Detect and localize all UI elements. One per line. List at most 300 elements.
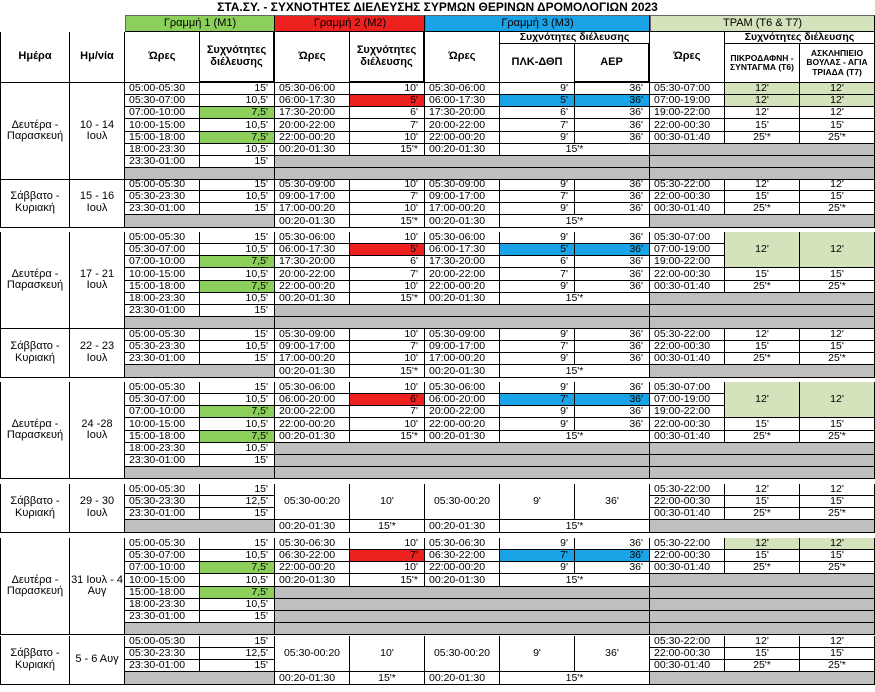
empty-cell (275, 156, 650, 168)
m1-freq: 15' (200, 203, 275, 215)
m3-aer: 36' (575, 179, 650, 191)
m3-plk: 6' (500, 107, 575, 119)
header-m2: Γραμμή 2 (Μ2) (275, 15, 425, 32)
empty-cell (650, 520, 875, 532)
empty-cell (650, 305, 875, 317)
m3-night: 15'* (500, 574, 650, 586)
m2-hours: 17:30-20:00 (275, 256, 350, 268)
m1-hours: 15:00-18:00 (125, 587, 200, 599)
m1-hours: 05:30-07:00 (125, 95, 200, 107)
header-blank (0, 15, 125, 32)
tram-t6-freq: 12' (725, 179, 800, 191)
m2-hours: 20:00-22:00 (275, 119, 350, 131)
m3-aer: 36' (575, 132, 650, 144)
col-m3-aer: ΑΕΡ (575, 44, 650, 83)
empty-cell (650, 455, 875, 467)
empty-cell (125, 467, 275, 479)
tram-hours: 05:30-07:00 (650, 382, 725, 394)
m1-hours: 05:00-05:30 (125, 179, 200, 191)
m3-plk: 9' (500, 83, 575, 95)
tram-t6-freq: 12' (725, 83, 800, 95)
m2-freq: 10' (350, 281, 425, 293)
m2-hours: 17:00-00:20 (275, 353, 350, 365)
m3-hours: 22:00-00:20 (425, 418, 500, 430)
m1-freq: 10,5' (200, 119, 275, 131)
tram-hours: 05:30-22:00 (650, 179, 725, 191)
m2-hours: 05:30-06:30 (275, 538, 350, 550)
m2-hours: 00:20-01:30 (275, 293, 350, 305)
empty-cell (275, 443, 650, 455)
tram-hours: 00:30-01:40 (650, 281, 725, 293)
m1-freq: 10,5' (200, 268, 275, 280)
col-tram-freq-title: Συχνότητες διέλευσης (725, 32, 875, 44)
m3-plk: 5' (500, 244, 575, 256)
empty-cell (125, 520, 275, 532)
m3-aer: 36' (575, 191, 650, 203)
m2-hours: 22:00-00:20 (275, 562, 350, 574)
m1-hours: 10:00-15:00 (125, 268, 200, 280)
m3-aer: 36' (575, 550, 650, 562)
m1-freq: 10,5' (200, 394, 275, 406)
m2-freq: 15'* (350, 520, 425, 532)
m3-hours: 00:20-01:30 (425, 144, 500, 156)
date-label: 22 - 23 Ιουλ (70, 329, 125, 378)
tram-t6-freq: 25'* (725, 353, 800, 365)
day-label: Σάββατο - Κυριακή (0, 484, 70, 533)
tram-t7-freq: 12' (800, 179, 875, 191)
m1-hours: 23:30-01:00 (125, 660, 200, 672)
tram-t7-freq: 12' (800, 329, 875, 341)
m3-plk: 9' (500, 203, 575, 215)
tram-t6-freq: 25'* (725, 660, 800, 672)
m1-freq: 15' (200, 329, 275, 341)
empty-cell (650, 611, 875, 623)
m1-hours: 23:30-01:00 (125, 203, 200, 215)
m3-hours: 20:00-22:00 (425, 406, 500, 418)
m1-hours: 23:30-01:00 (125, 611, 200, 623)
empty-cell (275, 317, 650, 329)
m1-hours: 15:00-18:00 (125, 431, 200, 443)
m2-freq: 10' (350, 562, 425, 574)
m1-hours: 23:30-01:00 (125, 156, 200, 168)
empty-cell (650, 443, 875, 455)
m1-freq: 7,5' (200, 256, 275, 268)
empty-cell (650, 587, 875, 599)
m3-plk: 9' (500, 484, 575, 520)
col-day: Ημέρα (0, 32, 70, 83)
tram-t7-freq: 25'* (800, 281, 875, 293)
m2-freq: 5' (350, 95, 425, 107)
header-m3: Γραμμή 3 (Μ3) (425, 15, 650, 32)
m3-aer: 36' (575, 203, 650, 215)
day-label: Δευτέρα - Παρασκευή (0, 538, 70, 635)
m3-aer: 36' (575, 95, 650, 107)
m1-freq: 7,5' (200, 562, 275, 574)
tram-t6-freq: 15' (725, 496, 800, 508)
m3-aer: 36' (575, 268, 650, 280)
tram-t7-freq: 12' (800, 538, 875, 550)
m2-freq: 10' (350, 353, 425, 365)
tram-hours: 07:00-19:00 (650, 244, 725, 256)
m3-plk: 5' (500, 95, 575, 107)
m2-freq: 7' (350, 268, 425, 280)
m1-freq: 7,5' (200, 587, 275, 599)
page-title: ΣΤΑ.ΣΥ. - ΣΥΧΝΟΤΗΤΕΣ ΔΙΕΛΕΥΣΗΣ ΣΥΡΜΩΝ ΘΕΡΙΝΩΝ ΔΡΟΜΟΛΟΓΙΩΝ 2023 (217, 0, 658, 15)
m3-hours: 05:30-09:00 (425, 179, 500, 191)
m3-hours: 09:00-17:00 (425, 341, 500, 353)
m2-freq: 10' (350, 179, 425, 191)
m1-freq: 15' (200, 232, 275, 244)
m1-hours: 18:00-23:30 (125, 144, 200, 156)
m2-hours: 06:00-20:00 (275, 394, 350, 406)
m1-freq: 15' (200, 455, 275, 467)
tram-t7-freq: 12' (800, 83, 875, 95)
m3-plk: 9' (500, 418, 575, 430)
m3-hours: 00:20-01:30 (425, 431, 500, 443)
m2-hours: 05:30-06:00 (275, 83, 350, 95)
empty-cell (650, 623, 875, 635)
m3-night: 15'* (500, 293, 650, 305)
tram-t6-freq: 15' (725, 119, 800, 131)
m3-hours: 06:00-17:30 (425, 95, 500, 107)
tram-t7-freq: 15' (800, 268, 875, 280)
tram-hours: 07:00-19:00 (650, 95, 725, 107)
m3-plk: 9' (500, 562, 575, 574)
m2-hours: 22:00-00:20 (275, 132, 350, 144)
m3-aer: 36' (575, 406, 650, 418)
tram-hours: 05:30-22:00 (650, 329, 725, 341)
m3-hours: 09:00-17:00 (425, 191, 500, 203)
empty-cell (125, 623, 275, 635)
m2-hours: 00:20-01:30 (275, 431, 350, 443)
tram-t7-freq: 15' (800, 418, 875, 430)
tram-t7-freq: 15' (800, 648, 875, 660)
m1-freq: 10,5' (200, 443, 275, 455)
tram-t7-freq: 12' (800, 636, 875, 648)
m2-hours: 06:00-17:30 (275, 95, 350, 107)
m3-hours: 05:30-09:00 (425, 329, 500, 341)
col-tram-hours: Ώρες (650, 32, 725, 83)
m1-freq: 10,5' (200, 144, 275, 156)
date-label: 5 - 6 Αυγ (70, 636, 125, 685)
m1-freq: 15' (200, 538, 275, 550)
m3-aer: 36' (575, 382, 650, 394)
m3-hours: 05:30-06:00 (425, 232, 500, 244)
tram-t7-freq: 12' (800, 95, 875, 107)
m2-hours: 05:30-06:00 (275, 232, 350, 244)
m2-freq: 7' (350, 406, 425, 418)
m2-freq: 15'* (350, 144, 425, 156)
m1-hours: 05:00-05:30 (125, 329, 200, 341)
tram-hours: 00:30-01:40 (650, 562, 725, 574)
m3-aer: 36' (575, 353, 650, 365)
m3-plk: 9' (500, 179, 575, 191)
m2-freq: 7' (350, 119, 425, 131)
tram-hours: 22:00-00:30 (650, 550, 725, 562)
empty-cell (650, 467, 875, 479)
m2-freq: 6' (350, 107, 425, 119)
m3-hours: 06:00-20:00 (425, 394, 500, 406)
tram-t6-freq: 12' (725, 382, 800, 418)
m2-freq: 10' (350, 329, 425, 341)
empty-cell (275, 587, 650, 599)
tram-t6-freq: 15' (725, 268, 800, 280)
m2-freq: 5' (350, 244, 425, 256)
m1-hours: 10:00-15:00 (125, 119, 200, 131)
m3-plk: 7' (500, 550, 575, 562)
tram-t6-freq: 12' (725, 232, 800, 268)
m1-freq: 15' (200, 636, 275, 648)
m1-hours: 07:00-10:00 (125, 562, 200, 574)
m3-plk: 9' (500, 538, 575, 550)
m1-hours: 05:30-07:00 (125, 394, 200, 406)
m3-plk: 9' (500, 281, 575, 293)
m3-aer: 36' (575, 256, 650, 268)
m3-hours: 06:00-17:30 (425, 244, 500, 256)
m2-hours: 09:00-17:00 (275, 191, 350, 203)
tram-t7-freq: 25'* (800, 660, 875, 672)
m3-night: 15'* (500, 215, 650, 227)
empty-cell (650, 574, 875, 586)
tram-t7-freq: 25'* (800, 562, 875, 574)
tram-t6-freq: 15' (725, 418, 800, 430)
m3-hours: 17:30-20:00 (425, 107, 500, 119)
m3-hours: 05:30-00:20 (425, 636, 500, 672)
m2-hours: 05:30-09:00 (275, 329, 350, 341)
tram-t6-freq: 25'* (725, 132, 800, 144)
m1-freq: 15' (200, 179, 275, 191)
m3-hours: 00:20-01:30 (425, 574, 500, 586)
tram-t7-freq: 25'* (800, 508, 875, 520)
tram-hours: 00:30-01:40 (650, 132, 725, 144)
col-m1-hours: Ώρες (125, 32, 200, 83)
m3-aer: 36' (575, 394, 650, 406)
m2-freq: 10' (350, 203, 425, 215)
m3-plk: 9' (500, 132, 575, 144)
m3-hours: 05:30-06:00 (425, 382, 500, 394)
m3-aer: 36' (575, 107, 650, 119)
tram-t6-freq: 12' (725, 95, 800, 107)
m1-hours: 23:30-01:00 (125, 455, 200, 467)
m3-hours: 06:30-22:00 (425, 550, 500, 562)
tram-t7-freq: 15' (800, 550, 875, 562)
day-label: Δευτέρα - Παρασκευή (0, 382, 70, 479)
empty-cell (275, 611, 650, 623)
m1-freq: 15' (200, 305, 275, 317)
tram-t7-freq: 15' (800, 119, 875, 131)
tram-hours: 07:00-19:00 (650, 394, 725, 406)
m3-plk: 9' (500, 329, 575, 341)
m2-freq: 15'* (350, 365, 425, 377)
day-label: Σάββατο - Κυριακή (0, 636, 70, 685)
tram-hours: 22:00-00:30 (650, 418, 725, 430)
tram-t6-freq: 15' (725, 191, 800, 203)
m2-freq: 10' (350, 83, 425, 95)
m3-aer: 36' (575, 341, 650, 353)
m3-aer: 36' (575, 636, 650, 672)
empty-cell (650, 215, 875, 227)
m1-freq: 10,5' (200, 418, 275, 430)
tram-hours: 19:00-22:00 (650, 107, 725, 119)
m3-hours: 05:30-00:20 (425, 484, 500, 520)
m1-freq: 10,5' (200, 599, 275, 611)
m3-night: 15'* (500, 520, 650, 532)
tram-hours: 00:30-01:40 (650, 508, 725, 520)
m1-hours: 05:00-05:30 (125, 484, 200, 496)
m1-hours: 05:30-23:30 (125, 496, 200, 508)
m2-freq: 15'* (350, 293, 425, 305)
m1-hours: 05:30-23:30 (125, 341, 200, 353)
empty-cell (275, 623, 650, 635)
m1-hours: 23:30-01:00 (125, 508, 200, 520)
m1-freq: 10,5' (200, 574, 275, 586)
tram-t7-freq: 12' (800, 484, 875, 496)
m1-hours: 07:00-10:00 (125, 107, 200, 119)
tram-hours: 22:00-00:30 (650, 648, 725, 660)
tram-t6-freq: 12' (725, 538, 800, 550)
m1-hours: 15:00-18:00 (125, 132, 200, 144)
m1-hours: 05:30-07:00 (125, 550, 200, 562)
m2-hours: 22:00-00:20 (275, 281, 350, 293)
tram-hours: 22:00-00:30 (650, 496, 725, 508)
tram-t7-freq: 15' (800, 341, 875, 353)
m1-hours: 18:00-23:30 (125, 293, 200, 305)
col-m3-freq-title: Συχνότητες διέλευσης (500, 32, 650, 44)
m1-hours: 15:00-18:00 (125, 281, 200, 293)
header-m1: Γραμμή 1 (Μ1) (125, 15, 275, 32)
date-label: 31 Ιουλ - 4 Αυγ (70, 538, 125, 635)
m3-hours: 17:00-00:20 (425, 203, 500, 215)
date-label: 29 - 30 Ιουλ (70, 484, 125, 533)
m2-hours: 17:30-20:00 (275, 107, 350, 119)
tram-hours: 22:00-00:30 (650, 341, 725, 353)
date-label: 10 - 14 Ιουλ (70, 83, 125, 180)
tram-t6-freq: 15' (725, 341, 800, 353)
m1-hours: 05:00-05:30 (125, 232, 200, 244)
m1-freq: 7,5' (200, 281, 275, 293)
m3-hours: 00:20-01:30 (425, 293, 500, 305)
m2-hours: 05:30-06:00 (275, 382, 350, 394)
tram-t7-freq: 12' (800, 232, 875, 268)
m3-hours: 00:20-01:30 (425, 520, 500, 532)
m1-freq: 7,5' (200, 132, 275, 144)
col-m3-hours: Ώρες (425, 32, 500, 83)
m3-aer: 36' (575, 418, 650, 430)
m2-freq: 10' (350, 418, 425, 430)
empty-cell (125, 672, 275, 684)
m3-aer: 36' (575, 119, 650, 131)
m3-plk: 6' (500, 256, 575, 268)
m3-hours: 00:20-01:30 (425, 215, 500, 227)
empty-cell (650, 599, 875, 611)
m2-hours: 00:20-01:30 (275, 672, 350, 684)
m1-freq: 15' (200, 611, 275, 623)
m3-plk: 9' (500, 353, 575, 365)
empty-cell (650, 365, 875, 377)
tram-t7-freq: 25'* (800, 431, 875, 443)
tram-t6-freq: 15' (725, 648, 800, 660)
tram-t6-freq: 25'* (725, 203, 800, 215)
m2-freq: 15'* (350, 431, 425, 443)
m2-freq: 7' (350, 341, 425, 353)
day-label: Σάββατο - Κυριακή (0, 179, 70, 228)
m3-hours: 17:30-20:00 (425, 256, 500, 268)
tram-hours: 05:30-07:00 (650, 83, 725, 95)
m1-freq: 7,5' (200, 107, 275, 119)
m1-hours: 10:00-15:00 (125, 418, 200, 430)
m3-night: 15'* (500, 672, 650, 684)
date-label: 15 - 16 Ιουλ (70, 179, 125, 228)
m3-aer: 36' (575, 83, 650, 95)
tram-hours: 22:00-00:30 (650, 268, 725, 280)
tram-hours: 05:30-22:00 (650, 636, 725, 648)
m2-freq: 10' (350, 538, 425, 550)
m3-hours: 05:30-06:30 (425, 538, 500, 550)
m2-freq: 15'* (350, 574, 425, 586)
m3-plk: 7' (500, 191, 575, 203)
m3-hours: 20:00-22:00 (425, 119, 500, 131)
col-m1-freq: Συχνότητες διέλευσης (200, 32, 275, 83)
tram-t7-freq: 12' (800, 382, 875, 418)
m1-freq: 10,5' (200, 95, 275, 107)
m2-hours: 22:00-00:20 (275, 418, 350, 430)
tram-t6-freq: 12' (725, 484, 800, 496)
tram-t6-freq: 25'* (725, 281, 800, 293)
m1-freq: 10,5' (200, 244, 275, 256)
empty-cell (275, 455, 650, 467)
col-m3-plk: ΠΛΚ-ΔΘΠ (500, 44, 575, 83)
tram-hours: 22:00-00:30 (650, 191, 725, 203)
m1-hours: 18:00-23:30 (125, 443, 200, 455)
m1-freq: 7,5' (200, 431, 275, 443)
m2-freq: 6' (350, 256, 425, 268)
m2-freq: 15'* (350, 672, 425, 684)
m1-freq: 15' (200, 156, 275, 168)
col-t7: ΑΣΚΛΗΠΙΕΙΟ ΒΟΥΛΑΣ - ΑΓΙΑ ΤΡΙΑΔΑ (Τ7) (800, 44, 875, 83)
m2-hours: 09:00-17:00 (275, 341, 350, 353)
m1-freq: 15' (200, 382, 275, 394)
m3-plk: 7' (500, 341, 575, 353)
empty-cell (275, 599, 650, 611)
empty-cell (125, 365, 275, 377)
m3-hours: 22:00-00:20 (425, 132, 500, 144)
m2-freq: 15'* (350, 215, 425, 227)
m1-hours: 23:30-01:00 (125, 305, 200, 317)
m3-aer: 36' (575, 538, 650, 550)
m2-freq: 10' (350, 382, 425, 394)
m1-freq: 15' (200, 83, 275, 95)
col-m2-freq: Συχνότητες διέλευσης (350, 32, 425, 83)
tram-hours: 00:30-01:40 (650, 431, 725, 443)
m2-hours: 06:00-17:30 (275, 244, 350, 256)
tram-t6-freq: 25'* (725, 431, 800, 443)
m2-hours: 05:30-09:00 (275, 179, 350, 191)
m1-freq: 7,5' (200, 406, 275, 418)
date-label: 17 - 21 Ιουλ (70, 232, 125, 329)
m2-freq: 7' (350, 191, 425, 203)
m1-hours: 10:00-15:00 (125, 574, 200, 586)
m3-night: 15'* (500, 365, 650, 377)
empty-cell (275, 305, 650, 317)
m3-hours: 22:00-00:20 (425, 281, 500, 293)
m2-hours: 17:00-00:20 (275, 203, 350, 215)
tram-hours: 00:30-01:40 (650, 660, 725, 672)
m1-hours: 05:00-05:30 (125, 538, 200, 550)
tram-hours: 05:30-22:00 (650, 484, 725, 496)
m3-plk: 7' (500, 119, 575, 131)
empty-cell (650, 144, 875, 156)
col-t6: ΠΙΚΡΟΔΑΦΝΗ - ΣΥΝΤΑΓΜΑ (Τ6) (725, 44, 800, 83)
